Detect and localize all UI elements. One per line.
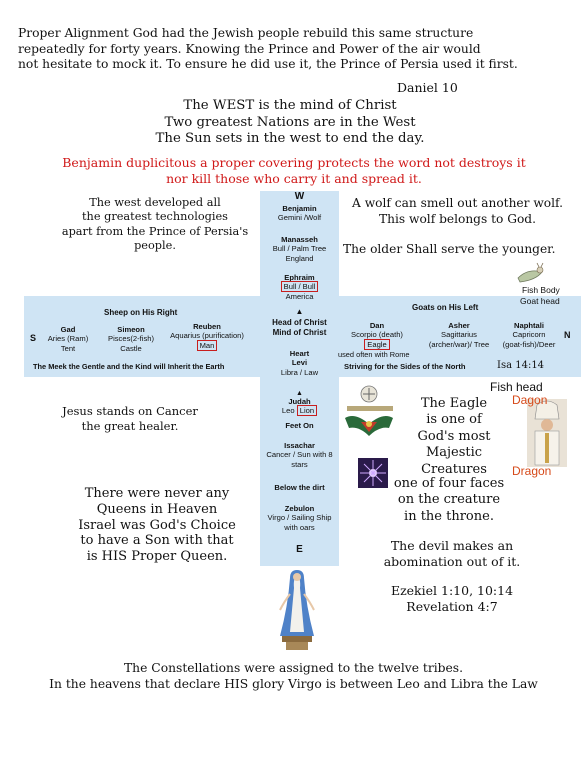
virgin-mary-statue-image [270, 566, 324, 652]
west-tech-note [50, 196, 260, 254]
heart-label: Heart [289, 349, 310, 358]
gad-sign: Aries (Ram) [47, 334, 89, 344]
issachar-stars: stars [291, 459, 308, 469]
manasseh-label: Manasseh [281, 234, 318, 244]
note-line: apart from the Prince of Persia's [61, 224, 249, 238]
note-line: The Eagle [420, 396, 488, 411]
note-line: Ezekiel 1:10, 10:14 [390, 583, 514, 598]
daniel-reference: Daniel 10 [397, 80, 458, 95]
footer-text [0, 660, 587, 692]
devil-note [362, 538, 542, 569]
benjamin-sign: Gemini /Wolf [277, 213, 322, 223]
note-line: the greatest technologies [82, 210, 228, 224]
reuben-man-box: Man [197, 340, 218, 351]
arrow-up-icon: ▲ [295, 307, 304, 317]
note-line: A wolf can smell out another wolf. [352, 196, 563, 210]
zebulon-block [258, 504, 341, 532]
note-line: Majestic [425, 445, 483, 461]
red-line: Benjamin duplicitous a proper covering protects the word not destroys it [62, 155, 526, 170]
reuben-sign: Aquarius (purification) [170, 331, 244, 341]
below-dirt: Below the dirt [274, 483, 325, 492]
striving-line: Striving for the Sides of the North [344, 362, 466, 371]
simeon-symbol: Castle [120, 343, 142, 353]
feet-on: Feet On [285, 421, 314, 430]
goat-head-label: Goat head [520, 296, 560, 306]
cross-vertical-text [258, 191, 341, 317]
mind-line: Mind of Christ [272, 328, 327, 337]
west-line: The WEST is the mind of Christ [183, 98, 397, 113]
note-line: the great healer. [81, 418, 179, 433]
dagon-label: Dagon [512, 393, 548, 407]
manasseh-sign: Bull / Palm Tree [272, 244, 327, 254]
gad-symbol: Tent [60, 343, 76, 353]
note-line: in the throne. [404, 508, 494, 524]
head-line: Head of Christ [272, 318, 327, 327]
intro-paragraph [18, 26, 518, 73]
gad-label: Gad [60, 325, 76, 334]
levi-label: Levi [291, 358, 308, 368]
judah-sign: Leo [281, 406, 295, 416]
note-line: Israel was God's Choice [78, 517, 236, 533]
jesus-cancer-note [40, 404, 220, 433]
benjamin-label: Benjamin [282, 204, 317, 213]
note-line: Revelation 4:7 [406, 598, 498, 614]
south-letter: S [30, 333, 37, 343]
judah-block [258, 390, 341, 416]
note-line: The west developed all [89, 196, 221, 209]
asher-label: Asher [448, 321, 470, 330]
note-line: on the creature [397, 492, 501, 508]
queens-note [62, 486, 252, 565]
ephraim-nation: America [285, 291, 314, 301]
judah-label: Judah [288, 397, 311, 406]
zebulon-sign: Virgo / Sailing Ship [267, 513, 332, 523]
north-letter: N [564, 330, 571, 340]
fish-head-label: Fish head [490, 380, 543, 394]
note-line: Creatures [421, 461, 487, 477]
note-line: abomination out of it. [383, 553, 521, 569]
heart-levi [258, 349, 341, 377]
note-line: There were never any [84, 486, 230, 501]
issachar-label: Issachar [284, 441, 315, 450]
footer-line: In the heavens that declare HIS glory Virgo is between Leo and Libra the Law [49, 677, 538, 691]
intro-line: repeatedly for forty years. Knowing the Prince and Power of the air would [18, 41, 481, 56]
dan-eagle-box: Eagle [364, 339, 389, 350]
naphtali-label: Naphtali [514, 321, 544, 330]
simeon-block [100, 325, 162, 353]
west-line: Two greatest Nations are in the West [164, 114, 416, 130]
meek-line: The Meek the Gentle and the Kind will Inherit the Earth [33, 362, 225, 371]
footer-line: The Constellations were assigned to the twelve tribes. [123, 661, 464, 675]
gad-block [36, 325, 100, 353]
dan-sign: Scorpio (death) [351, 330, 403, 340]
isa-reference: Isa 14:14 [497, 360, 545, 371]
eagle-emblem-image [341, 384, 398, 454]
manasseh-nation: England [285, 253, 314, 263]
note-line: is one of [426, 412, 482, 428]
asher-sign: Sagittarius [441, 330, 477, 340]
older-younger-note: The older Shall serve the younger. [343, 242, 556, 256]
dragon-label: Dragon [512, 464, 552, 478]
dagon-image [527, 399, 567, 467]
note-line: The devil makes an [390, 538, 514, 553]
ephraim-label: Ephraim [284, 273, 315, 283]
west-letter: W [294, 191, 305, 202]
benjamin-statement [20, 155, 568, 187]
zebulon-label: Zebulon [284, 504, 315, 513]
fish-body-label: Fish Body [522, 285, 560, 295]
four-faces-note [384, 476, 514, 525]
zebulon-oars: with oars [284, 522, 315, 532]
note-line: Jesus stands on Cancer [62, 404, 198, 418]
head-of-christ [258, 318, 341, 338]
levi-sign: Libra / Law [280, 367, 319, 377]
intro-line: Proper Alignment God had the Jewish people rebuild this same structure [18, 26, 474, 40]
west-line: The Sun sets in the west to end the day. [155, 131, 425, 146]
naphtali-block [498, 321, 560, 349]
east-letter: E [296, 544, 303, 555]
issachar-sign: Cancer / Sun with 8 [266, 450, 333, 460]
note-line: people. [134, 239, 176, 253]
arrow-up-icon: ▲ [296, 390, 303, 397]
naphtali-sign: Capricorn [512, 330, 546, 340]
red-line: nor kill those who carry it and spread it. [166, 171, 422, 186]
eagle-note [404, 396, 504, 478]
goats-label: Goats on His Left [412, 303, 479, 312]
west-statement [80, 98, 500, 148]
note-line: This wolf belongs to God. [379, 211, 536, 226]
ephraim-box: Bull / Bull [281, 281, 319, 292]
note-line: God's most [417, 428, 491, 444]
issachar-block [258, 441, 341, 469]
dan-block [340, 321, 414, 349]
note-line: to have a Son with that [80, 533, 234, 549]
simeon-sign: Pisces(2-fish) [108, 334, 154, 344]
judah-lion-box: Lion [297, 405, 317, 416]
wolf-note [340, 196, 575, 227]
note-line: one of four faces [393, 476, 505, 491]
reuben-block [160, 322, 254, 350]
asher-block [420, 321, 498, 349]
dan-note: used often with Rome [338, 350, 410, 359]
scripture-refs [362, 583, 542, 614]
sheep-label: Sheep on His Right [104, 308, 178, 317]
note-line: is HIS Proper Queen. [86, 549, 228, 565]
dan-label: Dan [369, 321, 385, 330]
naphtali-symbol: (goat-fish)/Deer [502, 339, 556, 349]
reuben-label: Reuben [193, 322, 221, 331]
intro-line: not hesitate to mock it. To ensure he did use it, the Prince of Persia used it first. [18, 57, 518, 71]
simeon-label: Simeon [117, 325, 145, 334]
asher-symbol: (archer/war)/ Tree [428, 339, 490, 349]
note-line: Queens in Heaven [96, 501, 218, 517]
